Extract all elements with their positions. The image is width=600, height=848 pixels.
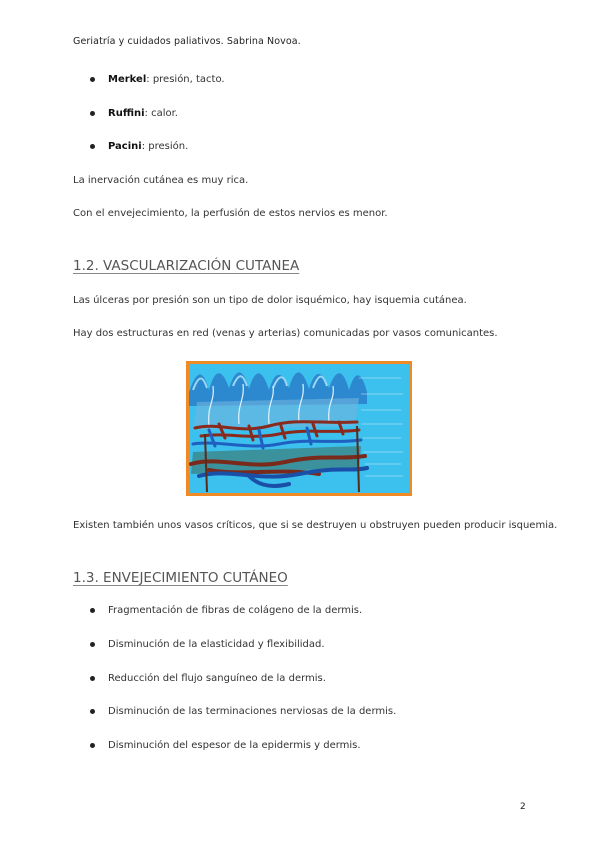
page-header: Geriatría y cuidados paliativos. Sabrina Novoa.	[73, 36, 301, 47]
list-item	[90, 108, 178, 119]
bullet-icon	[90, 743, 95, 748]
list-item	[90, 639, 325, 650]
bullet-icon	[90, 144, 95, 149]
bullet-icon	[90, 676, 95, 681]
list-item	[90, 673, 326, 684]
receptor-name: Pacini	[108, 141, 142, 152]
receptor-desc: : presión, tacto.	[146, 74, 225, 85]
list-item-text: Disminución de las terminaciones nerviosas de la dermis.	[108, 706, 397, 717]
paragraph: Existen también unos vasos críticos, que si se destruyen u obstruyen pueden producir isquemia.	[73, 520, 558, 531]
paragraph: Con el envejecimiento, la perfusión de estos nervios es menor.	[73, 208, 388, 219]
bullet-icon	[90, 77, 95, 82]
list-item	[90, 74, 225, 85]
list-item-text: Disminución de la elasticidad y flexibilidad.	[108, 639, 325, 650]
bullet-icon	[90, 709, 95, 714]
bullet-icon	[90, 111, 95, 116]
page-number: 2	[520, 802, 526, 812]
receptor-name: Ruffini	[108, 108, 145, 119]
section-heading: 1.2. VASCULARIZACIÓN CUTANEA	[73, 258, 300, 274]
receptor-desc: : presión.	[141, 141, 189, 152]
list-item	[90, 740, 361, 751]
list-item	[90, 141, 188, 152]
receptor-name: Merkel	[108, 74, 147, 85]
list-item	[90, 706, 396, 717]
skin-vascularization-figure	[186, 361, 412, 496]
list-item	[90, 605, 362, 616]
paragraph: Hay dos estructuras en red (venas y arterias) comunicadas por vasos comunicantes.	[73, 328, 498, 339]
vascular-network-illustration	[189, 364, 409, 493]
bullet-icon	[90, 608, 95, 613]
section-heading: 1.3. ENVEJECIMIENTO CUTÁNEO	[73, 570, 288, 586]
list-item-text: Disminución del espesor de la epidermis y dermis.	[108, 740, 361, 751]
paragraph: La inervación cutánea es muy rica.	[73, 175, 249, 186]
list-item-text: Reducción del flujo sanguíneo de la dermis.	[108, 673, 326, 684]
bullet-icon	[90, 642, 95, 647]
paragraph: Las úlceras por presión son un tipo de dolor isquémico, hay isquemia cutánea.	[73, 295, 467, 306]
receptor-desc: : calor.	[144, 108, 178, 119]
list-item-text: Fragmentación de fibras de colágeno de la dermis.	[108, 605, 363, 616]
